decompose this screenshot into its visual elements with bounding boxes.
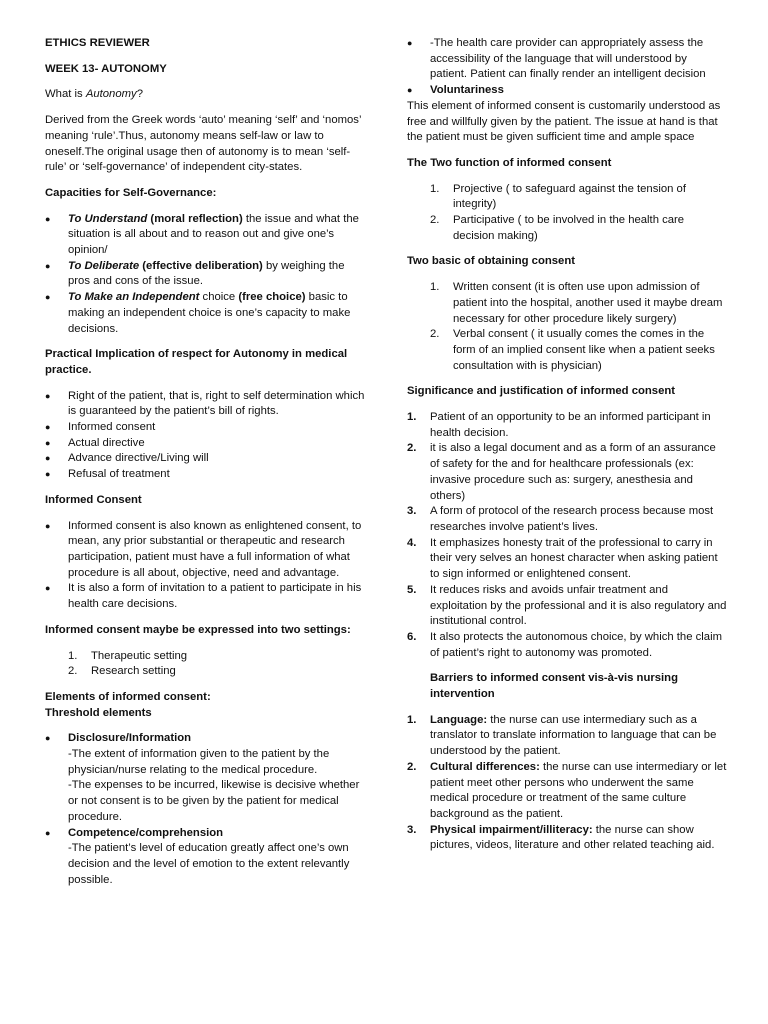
list-item: ● Competence/comprehension -The patient’s level of education greatly affect one’s own decision and the level of emotion to the extent relevantly possible.	[45, 826, 367, 889]
list-item: 5. It reduces risks and avoids unfair treatment and exploitation by the professional and it is also regulatory and institutional control.	[407, 583, 727, 628]
list-item: ● Right of the patient, that is, right to self determination which is guaranteed by the patient’s bill of rights.	[45, 389, 367, 420]
basics-list	[407, 280, 727, 374]
left-column	[45, 36, 367, 898]
functions-list	[407, 182, 727, 245]
barriers-list	[407, 713, 727, 854]
threshold-heading: Threshold elements	[45, 706, 152, 719]
significance-list	[407, 410, 727, 661]
informed-consent-list	[45, 519, 367, 613]
capacities-heading: Capacities for Self-Governance:	[45, 186, 217, 199]
informed-consent-heading: Informed Consent	[45, 493, 142, 506]
list-item: ● Informed consent is also known as enlightened consent, to mean, any prior substantial or therapeutic and research participation, patient must have a full information of what procedure is all about, objective, need and advantage.	[45, 519, 367, 582]
list-item: ● To Deliberate (effective deliberation) by weighing the pros and cons of the issue.	[45, 259, 367, 290]
list-item: ● Advance directive/Living will	[45, 451, 367, 467]
list-item: 1. Therapeutic setting	[68, 649, 188, 662]
list-item: ● Informed consent	[45, 420, 367, 436]
two-basic-heading: Two basic of obtaining consent	[407, 255, 575, 268]
list-item: ● To Understand (moral reflection) the issue and what the situation is all about and to reason out and give one’s opinion/	[45, 212, 367, 259]
significance-heading: Significance and justification of informed consent	[407, 385, 676, 398]
list-item: 1. Language: the nurse can use intermediary such as a translator to translate information to language that can be understood by the patient.	[407, 713, 717, 758]
list-item: 2. Participative ( to be involved in the health care decision making)	[430, 214, 685, 242]
list-item: ● To Make an Independent choice (free choice) basic to making an independent choice is one’s capacity to make decisions.	[45, 290, 367, 337]
list-item: ● It is also a form of invitation to a patient to participate in his health care decisions.	[45, 581, 367, 612]
document-title: ETHICS REVIEWER	[45, 37, 150, 49]
list-item: ● -The health care provider can appropriately assess the accessibility of the language that will understood by patient. Patient can finally render an intelligent decision	[407, 36, 727, 83]
barrier-lead: Language:	[430, 713, 488, 726]
barrier-lead: Physical impairment/illiteracy:	[430, 823, 593, 836]
list-item: 2. Cultural differences: the nurse can use intermediary or let patient meet other persons who underwent the same medical procedure or treatment of the same culture background as the patient.	[407, 760, 727, 820]
practical-list	[45, 389, 367, 483]
list-item: ● Actual directive	[45, 436, 367, 452]
elements-heading: Elements of informed consent: Threshold elements	[45, 690, 367, 721]
list-item: 4. It emphasizes honesty trait of the professional to carry in their very selves an honest character when asking patient to sign informed or enlightened consent.	[407, 536, 718, 581]
list-item: 2. Research setting	[68, 665, 176, 678]
list-item: 1. Patient of an opportunity to be an informed participant in health decision.	[407, 411, 711, 439]
list-item: ● Refusal of treatment	[45, 467, 367, 483]
barrier-lead: Cultural differences:	[430, 760, 540, 773]
list-item: 6. It also protects the autonomous choice, by which the claim of patient’s right to autonomy was promoted.	[407, 630, 722, 659]
threshold-continued-list	[407, 36, 727, 99]
expressed-settings-heading: Informed consent maybe be expressed into two settings:	[45, 623, 351, 636]
week-heading: WEEK 13- AUTONOMY	[45, 62, 167, 75]
two-function-heading: The Two function of informed consent	[407, 156, 612, 169]
list-item: 1. Written consent (it is often use upon admission of patient into the hospital, another used it maybe dream necessary for other procedure likely surgery)	[430, 281, 723, 325]
barriers-heading: Barriers to informed consent vis-à-vis nursing intervention	[430, 672, 678, 701]
settings-list	[45, 649, 367, 680]
right-column	[407, 36, 727, 864]
threshold-list	[45, 731, 367, 888]
list-item: 1. Projective ( to safeguard against the tension of integrity)	[430, 182, 686, 211]
capacities-list	[45, 212, 367, 338]
practical-heading: Practical Implication of respect for Autonomy in medical practice.	[45, 348, 348, 376]
list-item: 3. Physical impairment/illiteracy: the nurse can show pictures, videos, literature and other related teaching aid.	[407, 823, 715, 852]
list-item: ● Voluntariness	[407, 83, 727, 99]
list-item: 2. it is also a legal document and as a form of an assurance of safety for the and for healthcare professionals (ex: invasive procedure such as: surgery, anesthesia and others)	[407, 442, 716, 502]
list-item: ● Disclosure/Information -The extent of information given to the patient by the physician/nurse relating to the medical procedure. -The expenses to be incurred, likewise is decisive whether or not consent is to be given by the patient for medical procedure.	[45, 731, 367, 825]
list-item: 2. Verbal consent ( it usually comes the comes in the form of an implied consent like when a patient seeks consultation with is physician)	[430, 328, 715, 372]
autonomy-definition: Derived from the Greek words ‘auto’ meaning ‘self’ and ‘nomos’ meaning ‘rule’.Thus, autonomy means self-law or law to oneself.The original usage then of autonomy is to mean ‘self-rule’ or ‘self-governance’ of independent city-states.	[45, 114, 362, 174]
voluntariness-text: This element of informed consent is customarily understood as free and willfully given by the patient. The issue at hand is that the patient must be given sufficient time and ample space	[407, 99, 721, 144]
list-item: 3. A form of protocol of the research process because most researches involve patient’s lives.	[407, 505, 714, 533]
question-line: What is Autonomy?	[45, 88, 143, 101]
